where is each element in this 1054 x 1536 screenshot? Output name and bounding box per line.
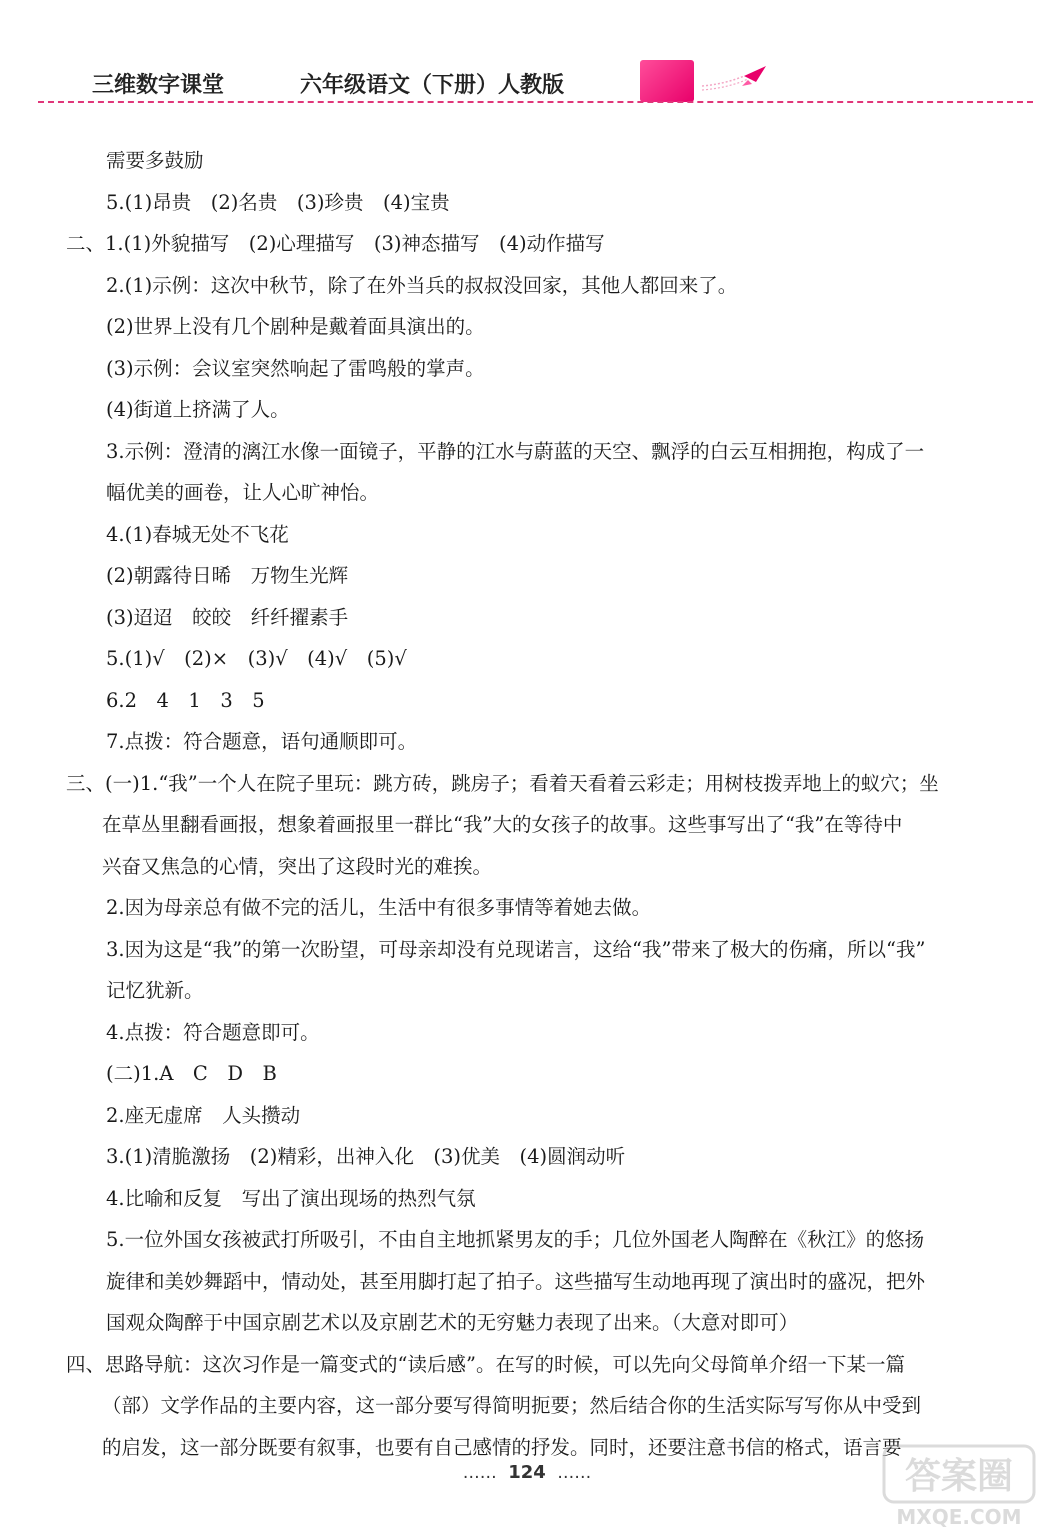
text-line: 需要多鼓励 (106, 149, 204, 172)
text-line: 二、1.(1)外貌描写 (2)心理描写 (3)神态描写 (4)动作描写 (66, 232, 605, 255)
text-line: (二)1.A C D B (106, 1062, 277, 1085)
text-line: 7.点拨：符合题意，语句通顺即可。 (106, 730, 418, 753)
text-line: 2.(1)示例：这次中秋节，除了在外当兵的叔叔没回家，其他人都回来了。 (106, 273, 738, 297)
text-line: (4)街道上挤满了人。 (106, 398, 290, 421)
page-number: 124 (508, 1462, 546, 1483)
text-line: 4.比喻和反复 写出了演出现场的热烈气氛 (106, 1186, 476, 1210)
text-line: 幅优美的画卷，让人心旷神怡。 (106, 481, 380, 504)
watermark-logo (880, 1440, 1040, 1530)
text-line: 5.(1)昂贵 (2)名贵 (3)珍贵 (4)宝贵 (106, 190, 450, 214)
text-line: 旋律和美妙舞蹈中，情动处，甚至用脚打起了拍子。这些描写生动地再现了演出时的盛况，把外 (106, 1269, 926, 1293)
text-line: 6.2 4 1 3 5 (106, 688, 265, 712)
text-line: 2.座无虚席 人头攒动 (106, 1103, 301, 1127)
text-line: (2)朝露待日晞 万物生光辉 (106, 564, 349, 587)
text-line: 国观众陶醉于中国京剧艺术以及京剧艺术的无穷魅力表现了出来。（大意对即可） (106, 1311, 799, 1334)
text-line: 5.(1)√ (2)× (3)√ (4)√ (5)√ (106, 647, 407, 670)
footer-dots-right: …… (557, 1463, 592, 1483)
text-line: 记忆犹新。 (106, 979, 204, 1002)
text-line: 四、思路导航：这次习作是一篇变式的“读后感”。在写的时候，可以先向父母简单介绍一下某一篇 (66, 1352, 905, 1376)
text-line: 4.(1)春城无处不飞花 (106, 522, 289, 546)
text-line: 3.因为这是“我”的第一次盼望，可母亲却没有兑现诺言，这给“我”带来了极大的伤痛，所以“我” (106, 937, 926, 961)
text-line: 三、(一)1.“我”一个人在院子里玩：跳方砖，跳房子；看着天看着云彩走；用树枝拨弄地上的蚁穴；坐 (66, 771, 939, 795)
text-line: 兴奋又焦急的心情，突出了这段时光的难挨。 (102, 854, 493, 878)
footer-dots-left: …… (462, 1463, 497, 1483)
text-line: 5.一位外国女孩被武打所吸引，不由自主地抓紧男友的手；几位外国老人陶醉在《秋江》的悠扬 (106, 1228, 925, 1251)
text-line: (2)世界上没有几个剧种是戴着面具演出的。 (106, 315, 485, 338)
text-line: 3.(1)清脆激扬 (2)精彩，出神入化 (3)优美 (4)圆润动听 (106, 1145, 626, 1168)
book-title: 六年级语文（下册）人教版 (300, 73, 565, 98)
text-line: （部）文学作品的主要内容，这一部分要写得简明扼要；然后结合你的生活实际写写你从中受到 (102, 1394, 922, 1417)
header-divider (38, 101, 1033, 103)
text-line: 的启发，这一部分既要有叙事，也要有自己感情的抒发。同时，还要注意书信的格式，语言要 (102, 1435, 902, 1459)
header-decoration-box (640, 60, 694, 102)
series-title: 三维数字课堂 (92, 73, 225, 98)
svg-text:MXQE.COM: MXQE.COM (896, 1505, 1022, 1529)
text-line: 3.示例：澄清的漓江水像一面镜子，平静的江水与蔚蓝的天空、飘浮的白云互相拥抱，构成了一 (106, 439, 925, 463)
rocket-icon (700, 62, 770, 92)
text-line: (3)迢迢 皎皎 纤纤擢素手 (106, 605, 349, 629)
answer-content (66, 140, 1026, 1468)
page-header (0, 0, 1054, 110)
svg-text:答案圈: 答案圈 (904, 1456, 1014, 1497)
text-line: 在草丛里翻看画报，想象着画报里一群比“我”大的女孩子的故事。这些事写出了“我”在等待中 (102, 813, 903, 836)
text-line: 2.因为母亲总有做不完的活儿，生活中有很多事情等着她去做。 (106, 896, 652, 919)
text-line: 4.点拨：符合题意即可。 (106, 1020, 320, 1044)
text-line: (3)示例：会议室突然响起了雷鸣般的掌声。 (106, 356, 485, 380)
